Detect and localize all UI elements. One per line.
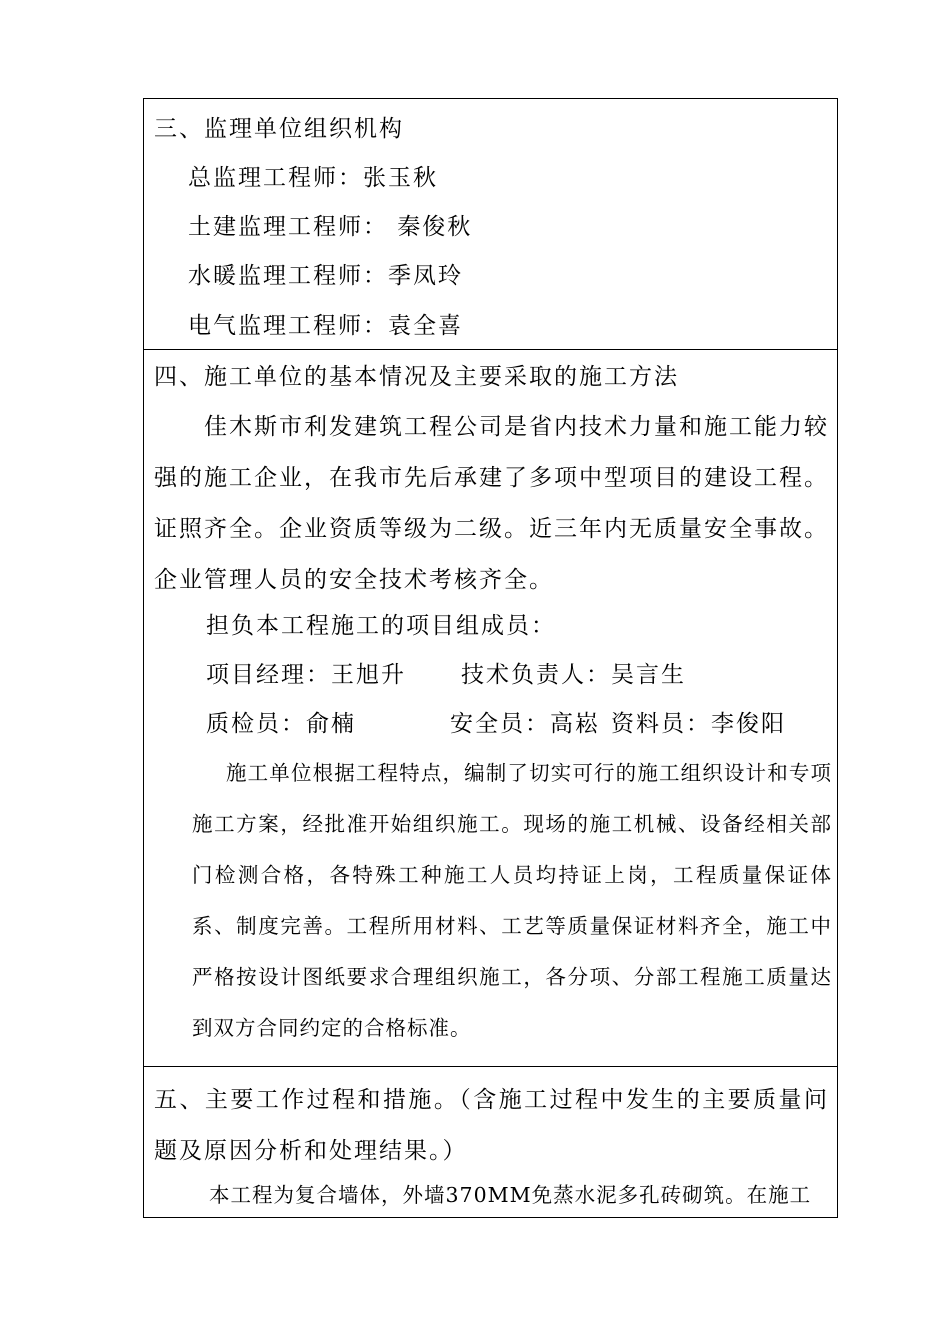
project-manager: 项目经理：王旭升 — [206, 662, 406, 688]
section4-heading: 四、施工单位的基本情况及主要采取的施工方法 — [154, 364, 679, 390]
report-table — [143, 98, 838, 1218]
quality-inspector: 质检员：俞楠 — [206, 711, 356, 737]
plumbing-supervisor: 水暖监理工程师：季凤玲 — [188, 263, 463, 289]
section5-body: 本工程为复合墙体，外墙370MM免蒸水泥多孔砖砌筑。在施工 — [209, 1183, 812, 1207]
document-clerk: 资料员：李俊阳 — [611, 711, 786, 737]
contractor-intro: 佳木斯市利发建筑工程公司是省内技术力量和施工能力较强的施工企业，在我市先后承建了多项中型项目的建设工程。证照齐全。企业资质等级为二级。近三年内无质量安全事故。企业管理人员的安全技术考核齐全。 — [154, 414, 829, 593]
chief-supervisor: 总监理工程师：张玉秋 — [188, 165, 438, 191]
contractor-section — [144, 350, 837, 1067]
supervision-org-section — [144, 99, 837, 350]
safety-officer: 安全员：高崧 — [450, 711, 600, 737]
civil-supervisor: 土建监理工程师： 秦俊秋 — [188, 214, 473, 240]
members-title: 担负本工程施工的项目组成员： — [206, 613, 556, 639]
work-process-section — [144, 1067, 837, 1217]
technical-lead: 技术负责人：吴言生 — [461, 662, 686, 688]
construction-method: 施工单位根据工程特点，编制了切实可行的施工组织设计和专项施工方案，经批准开始组织施工。现场的施工机械、设备经相关部门检测合格，各特殊工种施工人员均持证上岗，工程质量保证体系、制度完善。工程所用材料、工艺等质量保证材料齐全，施工中严格按设计图纸要求合理组织施工，各分项、分部工程施工质量达到双方合同约定的合格标准。 — [192, 761, 832, 1040]
section5-heading: 五、主要工作过程和措施。（含施工过程中发生的主要质量问题及原因分析和处理结果。） — [154, 1087, 829, 1164]
section3-heading: 三、监理单位组织机构 — [154, 116, 404, 142]
electrical-supervisor: 电气监理工程师：袁全喜 — [188, 313, 463, 339]
